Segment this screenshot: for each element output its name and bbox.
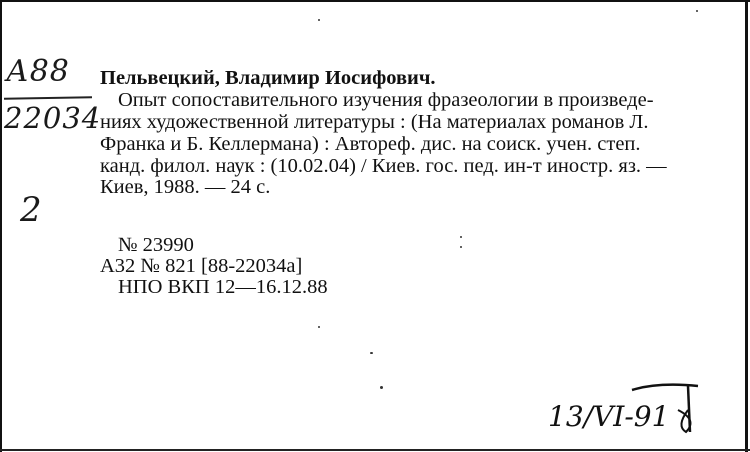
scan-speck <box>696 10 698 12</box>
scan-speck <box>460 246 462 248</box>
card-border-top <box>0 0 750 2</box>
inventory-number: № 23990 <box>118 234 194 256</box>
card-border-bottom <box>0 449 750 451</box>
call-number-divider <box>4 96 92 100</box>
author-heading: Пельвецкий, Владимир Иосифович. <box>100 67 436 89</box>
description-line: Опыт сопоставительного изучения фразеологии в произведе- <box>118 89 654 111</box>
call-number-top: А88 <box>6 54 70 89</box>
scan-speck <box>460 236 462 238</box>
classification-line: А32 № 821 [88-22034а] <box>100 255 303 277</box>
copy-number: 2 <box>20 190 43 230</box>
scan-speck <box>370 352 373 354</box>
handwritten-date-stamp <box>548 380 708 440</box>
scan-speck <box>318 19 320 21</box>
description-line: Киев, 1988. — 24 с. <box>100 176 271 198</box>
card-border-right <box>745 0 748 452</box>
description-line: Франка и Б. Келлермана) : Автореф. дис. на соиск. учен. степ. <box>100 133 641 155</box>
call-number-bottom: 22034 <box>4 101 102 135</box>
card-border-left <box>0 0 2 452</box>
scan-speck <box>380 386 383 389</box>
npo-line: НПО ВКП 12—16.12.88 <box>118 276 328 298</box>
description-line: канд. филол. наук : (10.02.04) / Киев. гос. пед. ин-т иностр. яз. — <box>100 155 667 177</box>
scan-speck <box>318 326 320 328</box>
description-line: ниях художественной литературы : (На материалах романов Л. <box>100 111 649 133</box>
stamp-date-text: 13/VI-91 <box>548 400 670 433</box>
